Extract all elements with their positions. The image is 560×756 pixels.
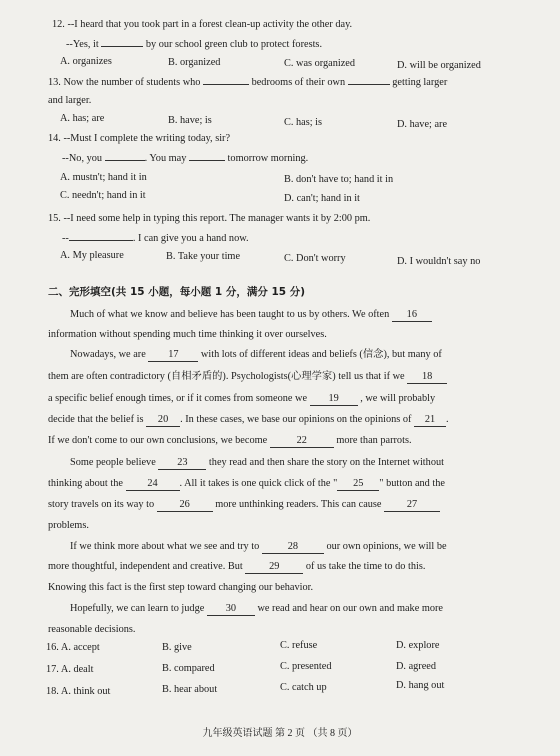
- blank-17: 17: [148, 349, 198, 362]
- q13-option-d: D. have; are: [397, 119, 448, 130]
- q12-option-a: A. organizes: [60, 56, 112, 67]
- q14-option-a: A. mustn't; hand it in: [60, 172, 147, 183]
- q18-option-a: 18. A. think out: [46, 686, 111, 697]
- section-heading: 二、完形填空(共 15 小题，每小题 1 分，满分 15 分): [48, 286, 306, 298]
- passage-line: Nowadays, we are 17 with lots of different ideas and beliefs (信念), but many of: [70, 349, 442, 360]
- q18-option-c: C. catch up: [280, 682, 327, 693]
- q16-option-c: C. refuse: [280, 640, 318, 651]
- passage-line: If we think more about what we see and try to 28 our own opinions, we will be: [70, 541, 447, 552]
- passage-line: decide that the belief is 20 . In these cases, we base our opinions on the opinions of 21 .: [48, 414, 449, 425]
- passage-line: them are often contradictory (自相矛盾的). Psychologists(心理学家) tell us that if we 18: [48, 370, 447, 384]
- q15-stem: 15. --I need some help in typing this report. The manager wants it by 2:00 pm.: [48, 213, 371, 224]
- blank-22: 22: [270, 435, 334, 448]
- q15-option-c: C. Don't worry: [284, 253, 346, 264]
- q15-option-a: A. My pleasure: [60, 250, 124, 261]
- passage-line: a specific belief enough times, or if it comes from someone we 19 , we will probably: [48, 393, 436, 404]
- q12-option-b: B. organized: [168, 57, 221, 68]
- passage-line: problems.: [48, 520, 89, 531]
- passage-line: story travels on its way to 26 more unthinking readers. This can cause 27: [48, 498, 440, 512]
- q18-option-d: D. hang out: [396, 680, 445, 691]
- q16-option-b: B. give: [162, 642, 192, 653]
- q13-option-b: B. have; is: [168, 115, 212, 126]
- q12-stem: 12. --I heard that you took part in a forest clean-up activity the other day.: [52, 19, 353, 30]
- q12-option-c: C. was organized: [284, 58, 356, 69]
- passage-line: Much of what we know and believe has been taught to us by others. We often 16: [70, 308, 432, 322]
- q15-line2: -- . I can give you a hand now.: [62, 233, 249, 244]
- blank-19: 19: [310, 393, 358, 406]
- q14-option-d: D. can't; hand in it: [284, 193, 360, 204]
- q13-option-c: C. has; is: [284, 117, 323, 128]
- blank-29: 29: [245, 561, 303, 574]
- passage-line: If we don't come to our own conclusions, we become 22 more than parrots.: [48, 435, 412, 446]
- q13-option-a: A. has; are: [60, 113, 105, 124]
- q18-option-b: B. hear about: [162, 684, 218, 695]
- q14-option-b: B. don't have to; hand it in: [284, 174, 394, 185]
- q13-stem: 13. Now the number of students who bedrooms of their own getting larger: [48, 77, 448, 88]
- blank-30: 30: [207, 603, 255, 616]
- q12-blank: [101, 46, 143, 47]
- q14-option-c: C. needn't; hand in it: [60, 190, 146, 201]
- passage-line: more thoughtful, independent and creative. But 29 of us take the time to do this.: [48, 561, 426, 572]
- passage-line: Hopefully, we can learn to judge 30 we read and hear on our own and make more: [70, 603, 444, 614]
- passage-line: information without spending much time thinking it over ourselves.: [48, 329, 327, 340]
- q17-option-b: B. compared: [162, 663, 215, 674]
- q12-line2: --Yes, it by our school green club to protect forests.: [66, 39, 323, 50]
- blank-16: 16: [392, 309, 432, 322]
- blank-27: 27: [384, 499, 440, 512]
- blank-20: 20: [146, 414, 180, 427]
- blank-25: 25: [337, 478, 379, 491]
- blank-23: 23: [158, 457, 206, 470]
- passage-line: thinking about the 24 . All it takes is one quick click of the " 25 " button and the: [48, 478, 445, 489]
- blank-24: 24: [126, 478, 180, 491]
- q17-option-d: D. agreed: [396, 661, 437, 672]
- q13-line2: and larger.: [48, 95, 92, 106]
- q15-option-b: B. Take your time: [166, 251, 241, 262]
- q14-line2: --No, you . You may tomorrow morning.: [62, 153, 309, 164]
- q12-option-d: D. will be organized: [397, 60, 481, 71]
- q16-option-a: 16. A. accept: [46, 642, 100, 653]
- blank-26: 26: [157, 499, 213, 512]
- q17-option-c: C. presented: [280, 661, 332, 672]
- page-footer: 九年级英语试题 第 2 页 （共 8 页）: [202, 728, 358, 739]
- q14-stem: 14. --Must I complete the writing today, sir?: [48, 133, 231, 144]
- q15-option-d: D. I wouldn't say no: [397, 256, 481, 267]
- blank-21: 21: [414, 414, 446, 427]
- blank-18: 18: [407, 371, 447, 384]
- q17-option-a: 17. A. dealt: [46, 664, 94, 675]
- passage-line: Some people believe 23 they read and then share the story on the Internet without: [70, 457, 444, 468]
- blank-28: 28: [262, 541, 324, 554]
- passage-line: reasonable decisions.: [48, 624, 136, 635]
- q16-option-d: D. explore: [396, 640, 440, 651]
- passage-line: Knowing this fact is the first step toward changing our behavior.: [48, 582, 314, 593]
